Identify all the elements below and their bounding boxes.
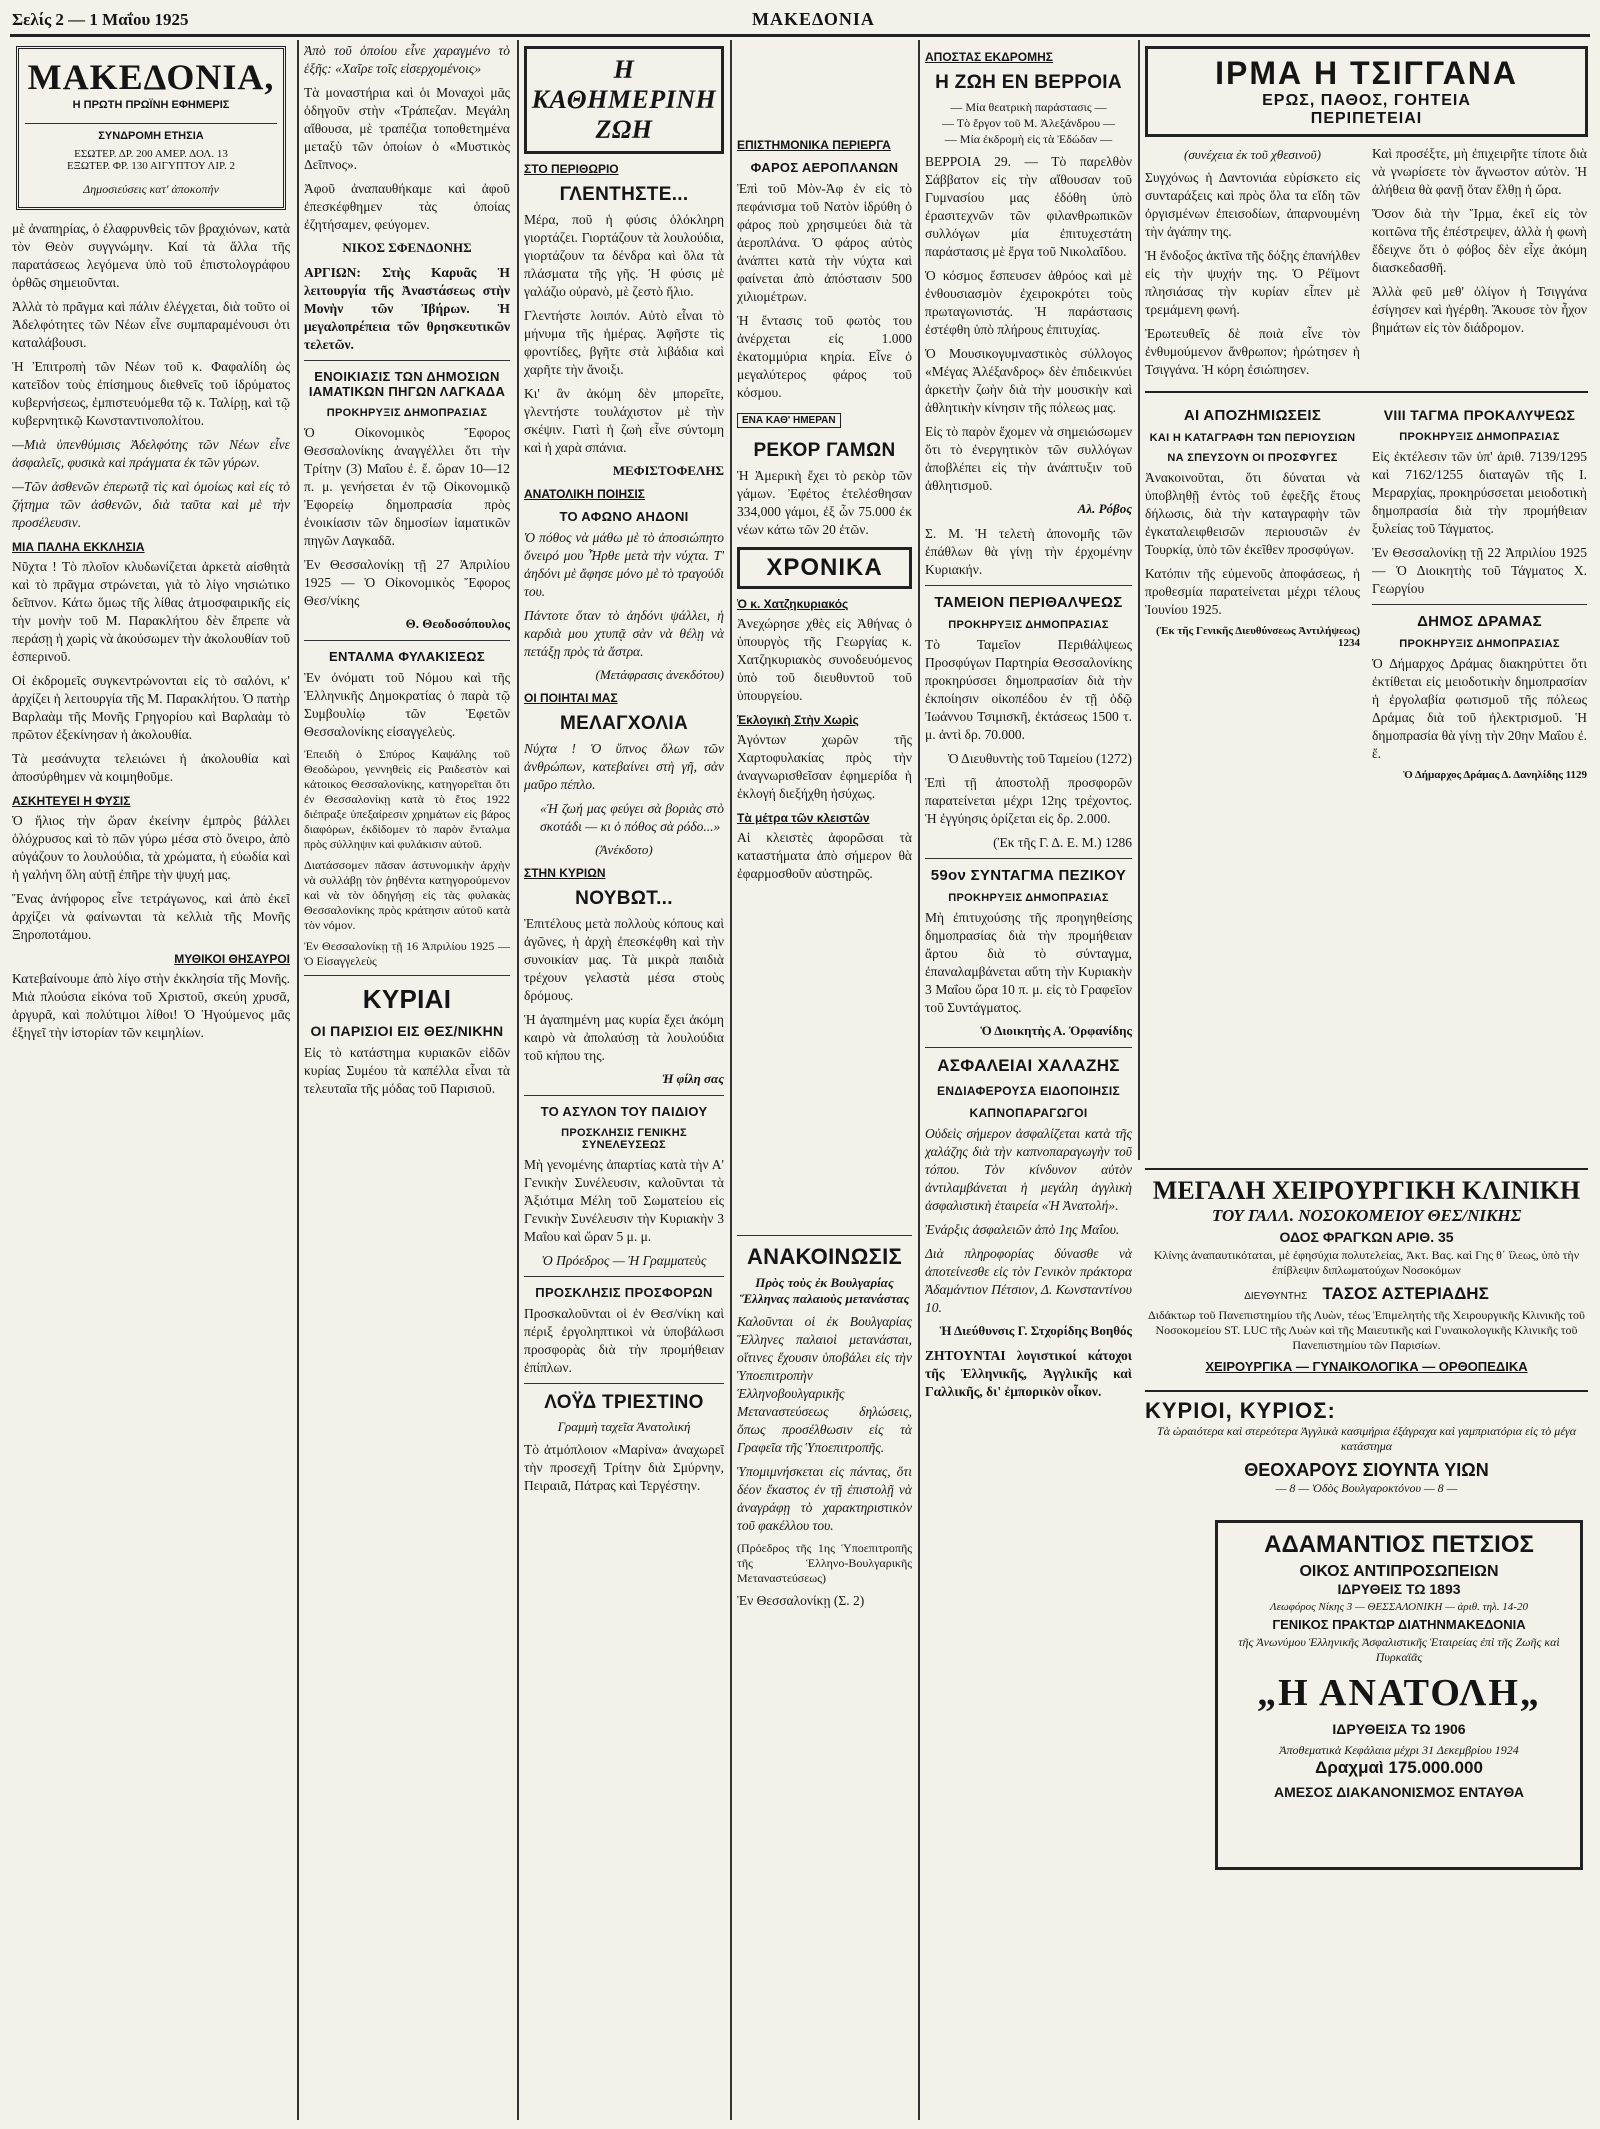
notice-heading: ΔΗΜΟΣ ΔΡΑΜΑΣ [1417,613,1542,630]
article-paragraph: Τὸ ἀτμόπλοιον «Μαρίνα» ἀναχωρεῖ τὴν προσεχῆ Τρίτην διὰ Σμύρνην, Πειραιᾶ, Πάτρας καὶ Τεργέστην. [524,1442,724,1493]
article-paragraph: ΖΗΤΟΥΝΤΑΙ λογιστικοί κάτοχοι τῆς Ἑλληνικῆς, Ἀγγλικῆς καὶ Γαλλικῆς, δι' ἐμπορικὸν οἶκον. [925,1348,1132,1399]
article-paragraph: Ἐπειδὴ ὁ Σπύρος Καψάλης τοῦ Θεοδώρου, γεννηθεὶς εἰς Ραιδεστὸν καὶ κάτοικος Θεσσαλονίκης, κατηγορεῖται ὅτι ἐν Θεσσαλονίκῃ κατὰ τὸ ἔτος 1922 διέπραξε ὑπεξαίρεσιν χρημάτων εἰς βάρος διαφόρων, ἐκδίδομεν τὸ παρὸν ἔνταλμα πρὸς σύλληψιν καὶ φυλάκισιν αὐτοῦ. [304,747,510,851]
article-paragraph: Τὰ μοναστήρια καὶ ὁι Μοναχοὶ μᾶς ὁδηγοῦν στὴν «Τράπεζαν. Μεγάλη αἴθουσα, μὲ τραπέζια τοποθετημένα μεταξὺ τῶν ὁποίων ὁ «Μυστικὸς Δεῖπνος». [304,85,510,172]
ad-subheading: Γραμμὴ ταχεῖα Ἀνατολική [557,1419,691,1434]
article-note: (Μετάφρασις ἀνεκδότου) [595,667,724,682]
notice-compensation [1145,399,1360,789]
article-paragraph: Ἕνας ἀνήφορος εἶνε τετράγωνος, καὶ ἀπὸ ἐκεῖ ἀρχίζει νὰ φαίνωνται τὰ κελλιὰ τῆς Μονῆς Ξηροποτάμου. [12,891,290,942]
article-paragraph: Οὐδεὶς σήμερον ἀσφαλίζεται κατὰ τῆς χαλάζης διὰ τὴν καπνοπαραγωγὴν τοῦ τόπου. Τὸν κίνδυνον αὐτὸν ἀντιλαμβάνεται ἡ μεγάλη ἀγγλικὴ ἀσφαλιστικὴ ἑταιρεία «Ἡ Ἀνατολή». [925,1126,1132,1213]
notice-subheading: ΠΡΟΣΚΛΗΣΙΣ ΓΕΝΙΚΗΣ ΣΥΝΕΛΕΥΣΕΩΣ [561,1127,687,1151]
article-paragraph: Ἐν Θεσσαλονίκῃ τῇ 27 Ἀπριλίου 1925 — Ὁ Οἰκονομικὸς Ἔφορος Θεσ/νίκης [304,557,510,608]
article-signature: ΝΙΚΟΣ ΣΦΕΝΔΟΝΗΣ [342,240,472,255]
serial-banner [1145,46,1588,137]
section-label: ΣΤΗΝ ΚΥΡΙΩΝ [524,866,606,880]
article-paragraph: Ἡ Ἐπιτροπὴ τῶν Νέων τοῦ κ. Φαφαλίδη ὡς κατεῖδον τοὺς ἐπίσημους διεθνεῖς τοῦ ἰδρύματος κυβερνήσεως, ἐμπιστευόμεθα τῷ κ. Ταλίρῃ, καὶ τῷ κυβερνητικῷ Κωνσταντινοπολίτου. [12,359,290,428]
serial-title: ΙΡΜΑ Η ΤΣΙΓΓΑΝΑ [1215,55,1518,91]
article-paragraph: —Μιὰ ὑπενθύμισις Ἀδελφότης τῶν Νέων εἶνε ἀσφαλεῖς, φυσικὰ καὶ πράγματα ἐκ τῶν γύρων. [12,437,290,470]
article-paragraph: Ὁ Δήμαρχος Δράμας διακηρύττει ὅτι ἐκτίθεται εἰς μειοδοτικὴν δημοπρασίαν ἡ ἐργολαβία φωτισμοῦ τῆς πόλεως Δράμας διὰ τοῦ ἠλεκτρισμοῦ. Ἡ δημοπρασία θὰ γίνῃ τὴν 20ην Μαΐου ἐ. ἔ. [1372,656,1587,761]
ad-clinic [1145,1168,1588,1383]
article-paragraph: Μὴ γενομένης ἀπαρτίας κατὰ τὴν Α' Γενικὴν Συνέλευσιν, καλοῦνται τὰ Ἀξιότιμα Μέλη τοῦ Σωματείου εἰς Γενικὴν Συνέλευσιν τὴν Κυριακὴν 3 Μαΐου καὶ ὥραν 5 μ. μ. [524,1157,724,1244]
article-paragraph: Ἀνεχώρησε χθὲς εἰς Ἀθήνας ὁ ὑπουργὸς τῆς Γεωργίας κ. Χατζηκυριακὸς συνοδευόμενος ὑπὸ τοῦ διευθυντοῦ τοῦ ὑπουργείου. [737,616,912,703]
bullet-item: — Τὸ ἔργον τοῦ Μ. Ἀλεξάνδρου — [941,116,1116,130]
column-5 [925,42,1132,2122]
article-headline: ΡΕΚΟΡ ΓΑΜΩΝ [753,440,896,461]
notice-signature: Ὁ Διοικητὴς Α. Ὀρφανίδης [980,1023,1132,1038]
ad-address: ΟΔΟΣ ΦΡΑΓΚΩΝ ΑΡΙΘ. 35 [1279,1229,1454,1245]
ad-body: Κλίνης ἀναπαυτικόταται, μὲ ἐφησύχια πολυτελείας, Ἀκτ. Βας. καὶ Γης θ΄ ἴλεως, ὑπὸ τὴν ἐπίβλεψιν διπλωματούχων Νοσοκόμων [1153,1248,1580,1277]
divider [925,858,1132,859]
article-paragraph: Εἰς τὸ κατάστημα κυριακῶν εἰδῶν κυρίας Συμέου τὰ καπέλλα εἶναι τὰ τελευταῖα τῆς μόδας τοῦ Παρισιοῦ. [304,1045,510,1096]
notice-heading: ΑΣΦΑΛΕΙΑΙ ΧΑΛΑΖΗΣ [937,1056,1120,1075]
ad-house: ΟΙΚΟΣ ΑΝΤΙΠΡΟΣΩΠΕΙΩΝ [1299,1563,1499,1580]
director-label: ΔΙΕΥΘΥΝΤΗΣ [1244,1291,1308,1302]
badge: ΕΝΑ ΚΑΘ' ΗΜΕΡΑΝ [737,413,841,428]
section-label: ΑΝΑΤΟΛΙΚΗ ΠΟΙΗΣΙΣ [524,487,645,501]
director-row [1145,1284,1588,1304]
article-paragraph: Πάντοτε ὅταν τὸ ἀηδόνι ψάλλει, ἡ καρδιὰ μου χτυπᾷ σὰν νὰ θέλῃ νὰ πετάξῃ πρὸς τὰ ἄστρα. [524,608,724,659]
article-paragraph: Ἐπὶ τοῦ Μὸν-Ἀφ ἐν εἰς τὸ πεφάνισμα τοῦ Νατὸν ἱδρύθη ὁ φάρος ποὺ χρησιμεύει διὰ τὰ ἀεροπλάνα. Ὁ φάρος αὐτὸς ἀνάπτει κατὰ τὴν νύχτα καὶ φαίνεται ἀπὸ ἀπόστασιν 500 χιλιομέτρων. [737,181,912,304]
article-paragraph: Ἀπὸ τοῦ ὁποίου εἶνε χαραγμένο τὸ ἑξῆς: «Χαῖρε τοῖς εἰσερχομένοις» [304,43,510,76]
article-paragraph: Εἰς τὸ παρὸν ἔχομεν νὰ σημειώσωμεν ὅτι τὸ ἐνεργητικὸν τῶν συλλόγων ἀποβλέπει εἰς τὴν ἀνάπτυξιν τοῦ ἀθλητισμοῦ. [925,424,1132,493]
poem-text: Νύχτα ! Ὁ ὕπνος ὅλων τῶν ἀνθρώπων, κατεβαίνει στὴ γῆ, σὰν μαῦρο πέπλο. [524,741,724,792]
notice-heading: ΕΝΤΑΛΜΑ ΦΥΛΑΚΙΣΕΩΣ [329,649,485,664]
article-paragraph: Γλεντήστε λοιπόν. Αὐτὸ εἶναι τὸ μήνυμα τῆς ἡμέρας. Ἀφῆστε τὶς φροντίδες, βγῆτε στὰ λιβάδια καὶ χαρῆτε τὴν ἄνοιξι. [524,308,724,377]
notice-heading: ΑΝΑΚΟΙΝΩΣΙΣ [746,1244,903,1269]
article-paragraph: Ἡ ἔνδοξος ἀκτῖνα τῆς δόξης ἐπανήλθεν εἰς τὴν ψυχήν της. Ὁ Ρέϊμοντ πλησιάσας τὴν κυρίαν εἶπεν μὲ τρεμάμενη φωνή. [1145,248,1360,317]
article-headline: ΤΟ ΑΦΩΝΟ ΑΗΔΟΝΙ [559,509,689,524]
serial-col-left [1145,145,1360,385]
article-note: (Ἀνέκδοτο) [595,842,653,857]
section-label: ΑΠΟΣΤΑΣ ΕΚΔΡΟΜΗΣ [925,50,1054,64]
chronicle-title: ΧΡΟΝΙΚΑ [766,554,883,581]
notice-subheading: ΠΡΟΚΗΡΥΞΙΣ ΔΗΜΟΠΡΑΣΙΑΣ [1399,638,1560,650]
bullet-item: — Μία θεατρικὴ παράστασις — [950,100,1107,114]
article-paragraph: Ἀλλὰ φεῦ μεθ' ὀλίγον ἡ Τσιγγάνα ἐσίγησεν καὶ ἠγέρθη. Ἄκουσε τὸν ἦχον βημάτων εἰς τὸν διάδρομον. [1372,284,1587,335]
divider [524,1276,724,1277]
article-paragraph: Ἐν Θεσσαλονίκῃ τῇ 16 Ἀπριλίου 1925 — Ὁ Εἰσαγγελεὺς [304,939,510,968]
notice-subheading: ΠΡΟΚΗΡΥΞΙΣ ΔΗΜΟΠΡΑΣΙΑΣ [326,407,488,419]
ad-company: „Η ΑΝΑΤΟΛΗ„ [1257,1672,1541,1714]
serial-note: (συνέχεια ἐκ τοῦ χθεσινοῦ) [1184,147,1321,162]
divider [304,360,510,361]
column-4 [737,42,912,2122]
ads-line: Δημοσιεύσεις κατ' ἀποκοπήν [83,182,219,196]
article-paragraph: Ἡ Ἀμερικὴ ἔχει τὸ ρεκὸρ τῶν γάμων. Ἐφέτος ἐτελέσθησαν 334,000 γάμοι, ἐξ ὧν 75.000 ἐκ νέων κάτω τῶν 20 ἐτῶν. [737,468,912,537]
ad-founded: ΙΔΡΥΘΕΙΣ ΤΩ 1893 [1337,1581,1461,1597]
article-paragraph: Ὑπομιμνήσκεται εἰς πάντας, ὅτι δέον ἕκαστος ἐν τῇ ἐπιστολῇ νὰ ἀναγράφῃ τὸ χαρακτηριστικὸν τοῦ φακέλλου του. [737,1464,912,1533]
article-signature: ΜΕΦΙΣΤΟΦΕΛΗΣ [612,463,724,478]
ad-body: Διδάκτωρ τοῦ Πανεπιστημίου τῆς Λυὼν, τέως Ἐπιμελητὴς τῆς Χειρουργικῆς Κλινικῆς τοῦ Νοσοκομείου ST. LUC τῆς Λυὼν καὶ τῆς Μαιευτικῆς καὶ Γυναικολογικῆς Κλινικῆς τοῦ Πανεπιστημίου τῶν Παρισίων. [1148,1308,1585,1352]
article-paragraph: Συγχόνως ἡ Δαντονιάα εὑρίσκετο εἰς συνταράξεις καὶ πρὸς ὅλα τα εἴδη τῶν ὀργισμένων ἐπεισοδίων, ἀπαρνουμένη τὴν ἀγάπην της. [1145,170,1360,239]
ad-insurance [1215,1520,1583,1870]
divider [25,123,277,124]
subheading: ΜΙΑ ΠΑΛΗΑ ΕΚΚΛΗΣΙΑ [12,540,145,554]
ad-address: Λεωφόρος Νίκης 3 — ΘΕΣΣΑΛΟΝΙΚΗ — ἀριθ. τηλ. 14-20 [1270,1601,1528,1613]
notice-heading: ΕΝΟΙΚΙΑΣΙΣ ΤΩΝ ΔΗΜΟΣΙΩΝ ΙΑΜΑΤΙΚΩΝ ΠΗΓΩΝ ΛΑΓΚΑΔΑ [308,369,506,399]
ad-subheading: ΟΙ ΠΑΡΙΣΙΟΙ ΕΙΣ ΘΕΣ/ΝΙΚΗΝ [310,1023,504,1039]
masthead-title: ΜΑΚΕΔΟΝΙΑ, [27,57,275,97]
masthead-tagline: Η ΠΡΩΤΗ ΠΡΩΪΝΗ ΕΦΗΜΕΡΙΣ [72,99,230,111]
section-label: ΕΠΙΣΤΗΜΟΝΙΚΑ ΠΕΡΙΕΡΓΑ [737,138,891,152]
section-label: ΣΤΟ ΠΕΡΙΘΩΡΙΟ [524,162,619,176]
notice-heading: ΤΑΜΕΙΟΝ ΠΕΡΙΘΑΛΨΕΩΣ [934,594,1123,611]
spacer [737,42,912,130]
ad-title: ΚΥΡΙΟΙ, ΚΥΡΙΟΣ: [1145,1398,1336,1423]
notice-subheading: ΚΑΠΝΟΠΑΡΑΓΩΓΟΙ [969,1106,1088,1120]
article-paragraph: μὲ ἀναπηρίας, ὁ ἐλαφρυνθεὶς τῶν βραχιόνων, κατὰ τὸν Θεὸν συγγνώμην. Καί τὰ ἄλλα τῆς παρατάσεως λεγόμενα ὑπὸ τοῦ ἐπιστολογράφου ὀρθῶς σημειοῦνται. [12,221,290,290]
article-paragraph: Ὁ πόθος νὰ μάθω μὲ τὸ ἀποσιώπητο ὄνειρό μου Ἦρθε μετὰ τὴν νύχτα. Τ' ἀηδόνι μὲ ἄφησε μόνο μὲ τὸ τραγούδι του. [524,530,724,599]
article-paragraph: Νῦχτα ! Τὸ πλοῖον κλυδωνίζεται ἀρκετὰ αἰσθητὰ καὶ τὸ πρᾶγμα στρώνεται, γιὰ τὸ λίγο νησιώτικο δεῖπνον. Κάτω ὅμως τῆς λίθας ἀτμοσφαιρικῆς εἰς τὴν μονὴν τοῦ Μ. Παρακλήτου δὲν ἔπρεπε νὰ περάσῃ ἡ χωρὶς νὰ ἀκούσωμεν τὴν ἀκολουθίαν τοῦ ἑσπερινοῦ. [12,559,290,664]
serial-subtitle: ΕΡΩΣ, ΠΑΘΟΣ, ΓΟΗΤΕΙΑ [1262,92,1471,109]
column-1 [12,42,290,2122]
section-banner [524,46,724,154]
ad-specialties: ΧΕΙΡΟΥΡΓΙΚΑ — ΓΥΝΑΙΚΟΛΟΓΙΚΑ — ΟΡΘΟΠΕΔΙΚΑ [1205,1359,1528,1374]
notice-heading: ΑΙ ΑΠΟΖΗΜΙΩΣΕΙΣ [1183,407,1322,424]
column-divider [1138,40,1140,1160]
ad-heading: ΚΥΡΙΑΙ [362,984,452,1014]
column-divider [918,40,920,2120]
column-divider [517,40,519,2120]
notice-heading: 59ον ΣΥΝΤΑΓΜΑ ΠΕΖΙΚΟΥ [930,867,1127,884]
ad-name: ΘΕΟΧΑΡΟΥΣ ΣΙΟΥΝΤΑ ΥΙΩΝ [1244,1460,1489,1480]
subscription-title: ΣΥΝΔΡΟΜΗ ΕΤΗΣΙΑ [98,130,204,142]
notices-row [1145,399,1588,789]
divider [925,585,1132,586]
article-paragraph: ΒΕΡΡΟΙΑ 29. — Τὸ παρελθὸν Σάββατον εἰς τὴν αἴθουσαν τοῦ Γυμνασίου μας ἐδόθη ὑπὸ ἐρασιτεχνῶν τῶν φιλανθρωπικῶν συλλόγων μία ἐπιτυχεστάτη παράστασις μὲ ἔργα τοῦ Νικολαΐδου. [925,154,1132,259]
section-banner-title: Η ΚΑΘΗΜΕΡΙΝΗ ΖΩΗ [531,55,717,144]
article-paragraph: Διατάσσομεν πᾶσαν ἀστυνομικὴν ἀρχὴν νὰ συλλάβῃ τὸν ῥηθέντα κατηγορούμενον καὶ νὰ τὸν ὁδηγήσῃ εἰς τὰς φυλακὰς Θεσσαλονίκης πρὸς κράτησιν αὐτοῦ κατὰ τὸν νόμον. [304,858,510,932]
article-paragraph: Ὁ Πρόεδρος — Ἡ Γραμματεὺς [541,1253,707,1268]
article-paragraph: Σ. Μ. Ἡ τελετὴ ἀπονομῆς τῶν ἐπάθλων θὰ γίνῃ τὴν ἐρχομένην Κυριακήν. [925,526,1132,577]
section-label: ΟΙ ΠΟΙΗΤΑΙ ΜΑΣ [524,691,618,705]
paper-name: ΜΑΚΕΔΟΝΙΑ [752,9,875,29]
article-paragraph: (Ἐκ τῆς Γ. Δ. Ε. Μ.) 1286 [993,835,1132,850]
chronicle-banner [737,547,912,589]
ad-address: — 8 — Ὁδὸς Βουλγαροκτόνου — 8 — [1275,1481,1458,1495]
notice-signature: Θ. Θεοδοσόπουλος [405,616,510,631]
faded-area [737,889,912,1229]
article-paragraph: Ὅσον διὰ τὴν Ἴρμα, ἐκεῖ εἰς τὸν κοιτῶνα τῆς ἐπέστρεψεν, ἀλλὰ ἡ φωνὴ ἔδειχνε ὅτι ὁ φόβος δὲν εἶχε ἀκόμη διασκεδασθῆ. [1372,206,1587,275]
article-paragraph: Οἱ ἐκδρομεῖς συγκεντρώνονται εἰς τὸ σαλόνι, κ' ἀρχίζει ἡ λειτουργία τῆς Μ. Παρακλήτου. Ὁ πατὴρ Βαρλαὰμ τῆς Μονῆς Γρηγορίου καὶ Βαρλαὰμ τὸ πρῶτον ἐξεκίνησαν ἡ ἀκολουθία. [12,673,290,742]
ad-title: ΜΕΓΑΛΗ ΧΕΙΡΟΥΡΓΙΚΗ ΚΛΙΝΙΚΗ [1152,1176,1581,1205]
ad-heading: ΛΟΫΔ ΤΡΙΕΣΤΙΝΟ [544,1392,704,1413]
page-header [12,8,1588,34]
column-6 [1145,42,1588,1162]
section-label: Ἐκλογικὴ Στὴν Χωρὶς [737,713,859,727]
article-paragraph: Ὁ Διευθυντὴς τοῦ Ταμείου (1272) [947,751,1132,766]
subscription-line: ΕΣΩΤΕΡ. ΔΡ. 200 ΑΜΕΡ. ΔΟΛ. 13 [74,148,228,160]
notice-signature: Ἡ Διεύθυνσις Γ. Στχορίδης Βοηθός [939,1323,1132,1338]
article-paragraph: Ἐπὶ τῇ ἀποστολῇ προσφορῶν παρατείνεται μέχρι 12ης τρέχοντος. Ἡ ἐγγύησις ὁρίζεται εἰς δρ. 2.000. [925,775,1132,826]
ad-tailor [1145,1390,1588,1508]
section-label: Τὰ μέτρα τῶν κλειστῶν [737,811,870,825]
article-paragraph: Αἱ κλειστὲς ἀφορῶσαι τὰ καταστήματα ἀπὸ σήμερον θὰ ἐφαρμοσθοῦν αὐστηρῶς. [737,830,912,881]
article-headline: ΝΟΥΒΩΤ... [575,888,673,909]
section-label: Ὁ κ. Χατζηκυριακός [737,597,849,611]
notice-subheading: ΠΡΟΚΗΡΥΞΙΣ ΔΗΜΟΠΡΑΣΙΑΣ [948,619,1109,631]
article-paragraph: Ἐρωτευθεῖς δὲ ποιὰ εἶνε τὸν ἐνθυμούμενον ἄνθρωπον; ἡρώτησεν ἡ Τσιγγάνα. Ἡ κόρη ἐσιώπησεν. [1145,326,1360,377]
serial-col-right [1372,145,1587,385]
article-paragraph: Ἐν Θεσσαλονίκῃ τῇ 22 Ἀπριλίου 1925 — Ὁ Διοικητὴς τοῦ Τάγματος Χ. Γεωργίου [1372,545,1587,596]
article-paragraph: Ἡ ἔντασις τοῦ φωτὸς του ἀνέρχεται εἰς 1.000 ἑκατομμύρια κηρία. Εἶνε ὁ μεγαλύτερος φάρος τοῦ κόσμου. [737,313,912,400]
notice-subheading: Πρὸς τοὺς ἐκ Βουλγαρίας Ἕλληνας παλαιοὺς μετανάστας [739,1275,910,1306]
notice-subheading: ΠΡΟΚΗΡΥΞΙΣ ΔΗΜΟΠΡΑΣΙΑΣ [1399,431,1560,443]
serial-body [1145,145,1588,385]
column-3 [524,42,724,2122]
subheading: ΑΣΚΗΤΕΥΕΙ Η ΦΥΣΙΣ [12,794,131,808]
divider [524,1095,724,1096]
column-divider [297,40,299,2120]
divider [304,975,510,976]
notice-signature: Ὁ Δήμαρχος Δράμας Δ. Δανηλίδης 1129 [1403,769,1587,781]
article-paragraph: Ὁ ἥλιος τὴν ὥραν ἐκείνην ἐμπρὸς βάλλει ὁλόχρυσος καὶ τὸ πῶν γύρω μέσα στὸ ὄνειρο, ἀπὸ αὐγάζουν το λουλούδια, τὰ χρώματα, ἡ εὐωδία καὶ ἡ γαλήνη ὅλη αὐτῇ ἐπῆρε τὴν ψυχή μας. [12,813,290,882]
divider [925,1047,1132,1048]
article-paragraph: Ἀλλὰ τὸ πρᾶγμα καὶ πάλιν ἐλέγχεται, διὰ τοῦτο οἱ Ἀδελφότητες τῶν Νέων εἶνε συμπαραμένουσι ὁτι καταλάβουσι. [12,299,290,350]
ad-company-desc: τῆς Ἀνωνύμου Ἑλληνικῆς Ἀσφαλιστικῆς Ἑταιρείας ἐπὶ τῆς Ζωῆς καὶ Πυρκαϊᾶς [1238,1635,1560,1664]
ad-company-founded: ΙΔΡΥΘΕΙΣΑ ΤΩ 1906 [1332,1721,1466,1737]
article-paragraph: Κατόπιν τῆς εὐμενοῦς ἀποφάσεως, ἡ προθεσμία παρατείνεται μέχρι τέλους Ἰουνίου 1925. [1145,566,1360,617]
divider [1145,391,1588,393]
article-paragraph: Τὰ μεσάνυχτα τελειώνει ἡ ἀκολουθία καὶ ἀποσύρθημεν νὰ κοιμηθοῦμε. [12,751,290,784]
article-paragraph: Εἰς ἐκτέλεσιν τῶν ὑπ' ἀριθ. 7139/1295 καὶ 7162/1255 διαταγῶν τῆς Ι. Μεραρχίας, προκηρύσσεται μειοδοτικὴ δημοπρασία διὰ τὴν προμήθειαν ξυλείας τοῦ Τάγματος. [1372,449,1587,536]
article-paragraph: Μὴ ἐπιτυχούσης τῆς προηγηθείσης δημοπρασίας διὰ τὴν προμήθειαν ἄρτου διὰ τὸ σύνταγμα, ἐπαναλαμβάνεται αὕτη τὴν Κυριακὴν 3 Μαΐου ὥρα 10 π. μ. εἰς τὸ Γραφεῖον τοῦ Συντάγματος. [925,910,1132,1015]
divider [304,640,510,641]
ad-reserve: Ἀποθεματικὰ Κεφάλαια μέχρι 31 Δεκεμβρίου 1924 [1279,1743,1519,1757]
article-headline: ΓΛΕΝΤΗΣΤΕ... [559,184,689,205]
article-paragraph: ΑΡΓΙΩΝ: Στὴς Καρυᾶς Ἡ λειτουργία τῆς Ἀναστάσεως στὴν Μονὴν τῶν Ἰβήρων. Ἡ μεγαλοπρέπεια τῶν θρησκευτικῶν τελετῶν. [304,265,510,352]
ad-name: ΑΔΑΜΑΝΤΙΟΣ ΠΕΤΣΙΟΣ [1264,1531,1534,1558]
article-paragraph: —Τῶν ἀσθενῶν ἐπερωτᾷ τὶς καὶ ὁμοίως καὶ εἰς τὸ ζήτημα τῶν ἀσθενῶν, διὰ ταῦτα καὶ μὲ τὴν προσέλευσιν. [12,479,290,530]
article-paragraph: Προσκαλοῦνται οἱ ἐν Θεσ/νίκη καὶ πέριξ ἐργοληπτικοὶ νὰ ὑποβάλωσι προσφορὰς διὰ τὴν προμήθειαν ἐπίπλων. [524,1306,724,1375]
ad-body: Τὰ ὡραιότερα καὶ στερεότερα Ἀγγλικὰ κασιμήρια ἐξάγραχα καὶ γαμπριατόρια εἰς τὸ μέγα κατάστημα [1156,1424,1577,1453]
divider [1372,604,1587,605]
notice-subheading: ΕΝΔΙΑΦΕΡΟΥΣΑ ΕΙΔΟΠΟΙΗΣΙΣ [937,1084,1120,1098]
header-rule [10,34,1590,37]
article-paragraph: (Πρόεδρος τῆς 1ης Ὑποεπιτροπῆς τῆς Ἑλληνο-Βουλγαρικῆς Μεταναστεύσεως) [737,1541,912,1585]
notice-subheading: ΚΑΙ Η ΚΑΤΑΓΡΑΦΗ ΤΩΝ ΠΕΡΙΟΥΣΙΩΝ [1149,432,1356,444]
notice-battalion [1372,399,1587,789]
bullet-item: — Μία ἐκδρομὴ εἰς τὰ Ἐδώδαν — [944,132,1113,146]
article-paragraph: Ὁ κόσμος ἔσπευσεν ἀθρόος καὶ μὲ ἐνθουσιασμὸν ἐχειροκρότει τοὺς πρωταγωνιστάς. Ἡ παράστασις ἐστέφθη ὑπὸ πλήρους ἐπιτυχίας. [925,268,1132,337]
notice-subheading: ΝΑ ΣΠΕΥΣΟΥΝ ΟΙ ΠΡΟΣΦΥΓΕΣ [1167,452,1338,464]
article-paragraph: Κατεβαίνουμε ἀπὸ λίγο στὴν ἐκκλησία τῆς Μονῆς. Μιὰ πλούσια εἰκόνα τοῦ Χριστοῦ, σκεύη χρυσᾶ, ἀργυρᾶ, καὶ πολύτιμοι λίθοι! Ὁ Ἡγούμενος μᾶς ἐξηγεῖ τὴν ἱστορίαν τῶν κειμηλίων. [12,971,290,1040]
article-paragraph: Ἐπιτέλους μετὰ πολλοὺς κόπους καὶ ἀγῶνες, ἡ ἀρχὴ ἐπεσκέφθη καὶ τὴν συνοικίαν μας. Τὰ μικρὰ παιδιὰ τρέχουν γελαστὰ μέσα στοὺς δρόμους. [524,916,724,1003]
article-signature: Ἡ φίλη σας [662,1071,724,1086]
article-paragraph: Ἐνάρξις ἀσφαλειῶν ἀπὸ 1ης Μαΐου. [925,1222,1120,1237]
subscription-line: ΕΞΩΤΕΡ. ΦΡ. 130 ΑΙΓΥΠΤΟΥ ΛΙΡ. 2 [67,160,235,172]
article-paragraph: Ἀνακοινοῦται, ὅτι δύναται νὰ ὑποβληθῇ ἐντὸς τοῦ ἐφεξῆς ἔτους δήλωσις, διὰ τὴν καταγραφὴν τῶν ἐγκαταλειφθεισῶν περιουσιῶν ἐν Τουρκίᾳ, ὑπὸ τῶν ἐκεῖθεν προσφύγων. [1145,470,1360,557]
article-paragraph: Καὶ προσέξτε, μὴ ἐπιχειρῆτε τίποτε διὰ νὰ γνωρίσετε τὸν ἄγνωστον αὐτὸν. Ἡ ἀλήθεια θὰ φανῇ ὅταν ἔλθῃ ἡ ὥρα. [1372,146,1587,197]
article-paragraph: Μέρα, ποῦ ἡ φύσις ὁλόκληρη γιορτάζει. Γιορτάζουν τὰ λουλούδια, γιορτάζουν τα δένδρα καὶ ὅλα τὰ πλάσματα τῆς γῆς. Ἡ φύσις μὲ γαλάζιο οὐρανὸ, μὲ ζεστὸ ἥλιο. [524,212,724,299]
ad-agent: ΓΕΝΙΚΟΣ ΠΡΑΚΤΩΡ ΔΙΑΤΗΝΜΑΚΕΔΟΝΙΑ [1272,1617,1526,1632]
article-headline: ΜΕΛΑΓΧΟΛΙΑ [560,713,688,734]
ad-subtitle: ΤΟΥ ΓΑΛΛ. ΝΟΣΟΚΟΜΕΙΟΥ ΘΕΣ/ΝΙΚΗΣ [1211,1206,1522,1225]
ad-footer: ΑΜΕΣΟΣ ΔΙΑΚΑΝΟΝΙΣΜΟΣ ΕΝΤΑΥΘΑ [1274,1784,1524,1800]
article-paragraph: Διὰ πληροφορίας δύνασθε νὰ ἀποτείνεσθε εἰς τὸν Γενικὸν πράκτορα Ἀδαμάντιον Πέτσιον, Δ. Κωνσταντίνου 10. [925,1246,1132,1315]
article-paragraph: Ἀφοῦ ἀναπαυθήκαμε καὶ ἀφοῦ ἐπεσκέφθημεν τὰς ὁποίας ἐζητήσαμεν, φεύγομεν. [304,181,510,232]
article-paragraph: Ἐν Θεσσαλονίκῃ (Σ. 2) [737,1593,865,1608]
article-paragraph: Ὁ Μουσικογυμναστικὸς σύλλογος «Μέγας Ἀλέξανδρος» δὲν ἐπιδεικνύει ἀρκετὴν ζωὴν διὰ τὴν μουσικὴν καὶ ἀθλητικὴν κίνησιν τῆς πόλεως μας. [925,346,1132,415]
column-2 [304,42,510,2122]
ad-capital: Δραχμαὶ 175.000.000 [1315,1758,1483,1777]
article-paragraph: Ἡ ἀγαπημένη μας κυρία ἔχει ἀκόμη καιρὸ νὰ ἀπολαύσῃ τὰ λουλούδια τοῦ κήπου της. [524,1012,724,1063]
masthead-box [16,46,286,210]
article-headline: Η ΖΩΗ ΕΝ ΒΕΡΡΟΙΑ [935,72,1122,93]
column-divider [730,40,732,2120]
article-paragraph: Ἀγόντων χωρῶν τῆς Χαρτοφυλακίας πρὸς τὴν ἀναγνωρισθεῖσαν ἐφημερίδα ἡ ἐκλογή διεξήχθη ἡσύχως. [737,732,912,801]
divider [524,1383,724,1384]
notice-heading: ΠΡΟΣΚΛΗΣΙΣ ΠΡΟΣΦΟΡΩΝ [535,1285,713,1300]
serial-subtitle: ΠΕΡΙΠΕΤΕΙΑΙ [1310,110,1423,127]
notice-heading: ΤΟ ΑΣΥΛΟΝ ΤΟΥ ΠΑΙΔΙΟΥ [540,1104,708,1119]
article-paragraph: Ἐν ὀνόματι τοῦ Νόμου καὶ τῆς Ἑλληνικῆς Δημοκρατίας ὁ παρὰ τῷ Συμβουλίῳ τῶν Ἐφετῶν Θεσσαλονίκης εἰσαγγελεὺς. [304,670,510,739]
notice-heading: VIII ΤΑΓΜΑ ΠΡΟΚΑΛΥΨΕΩΣ [1383,407,1576,423]
notice-subheading: ΠΡΟΚΗΡΥΞΙΣ ΔΗΜΟΠΡΑΣΙΑΣ [948,892,1109,904]
director-name: ΤΑΣΟΣ ΑΣΤΕΡΙΑΔΗΣ [1322,1284,1489,1303]
page-date: Σελίς 2 — 1 Μαΐου 1925 [12,10,189,29]
article-signature: Αλ. Ρόβος [1077,501,1132,516]
notice-signature: (Ἐκ τῆς Γενικῆς Διευθύνσεως Ἀντιλήψεως) 1234 [1156,625,1360,649]
article-paragraph: Καλοῦνται οἱ ἐκ Βουλγαρίας Ἕλληνες παλαιοὶ μετανάσται, οἵτινες ἔχουσιν ὑποβάλει εἰς τὴν Ὑποεπιτροπὴν Ἑλληνοβουλγαρικῆς Μεταναστεύσεως δηλώσεις, ὅπως προσέλθωσιν εἰς τὰ Γραφεῖα τῆς Ὑποεπιτροπῆς. [737,1314,912,1455]
article-paragraph: Ὁ Οἰκονομικὸς Ἔφορος Θεσσαλονίκης ἀναγγέλλει ὅτι τὴν Τρίτην (3) Μαΐου ἐ. ἔ. ὥραν 10—12 π. μ. γενήσεται ἐν τῷ Οἰκονομικῷ Ἐφορείῳ δημοπρασία πρὸς ἐνοικίασιν τῶν δημοσίων ἰαματικῶν πηγῶν Λαγκαδᾶ. [304,425,510,548]
article-paragraph: Τὸ Ταμεῖον Περιθάλψεως Προσφύγων Παρτηρία Θεσσαλονίκης προκηρύσσει δημοπρασίαν διὰ τὴν ἐκποίησιν οἰκοπέδου ἐν τῇ ὁδῷ Ἰωάννου Τσιμισκῆ, ἐκτάσεως 1500 τ. μ. ἀντὶ δρ. 70.000. [925,637,1132,742]
article-headline: ΦΑΡΟΣ ΑΕΡΟΠΛΑΝΩΝ [750,160,899,175]
divider [737,1235,912,1236]
bullet-list [925,99,1132,147]
subheading: ΜΥΘΙΚΟΙ ΘΗΣΑΥΡΟΙ [174,952,290,966]
poem-text: «Ἡ ζωή μας φεύγει σὰ βοριὰς στὸ σκοτάδι — κι ὁ πόθος σὰ ρόδο...» [540,801,724,834]
article-paragraph: Κι' ἂν ἀκόμη δὲν μπορεῖτε, γλεντήστε τουλάχιστον μὲ τὴν σκέψιν. Γιατὶ ἡ ζωὴ εἶνε σύντομη καὶ ἡ χαρὰ σπάνια. [524,386,724,455]
